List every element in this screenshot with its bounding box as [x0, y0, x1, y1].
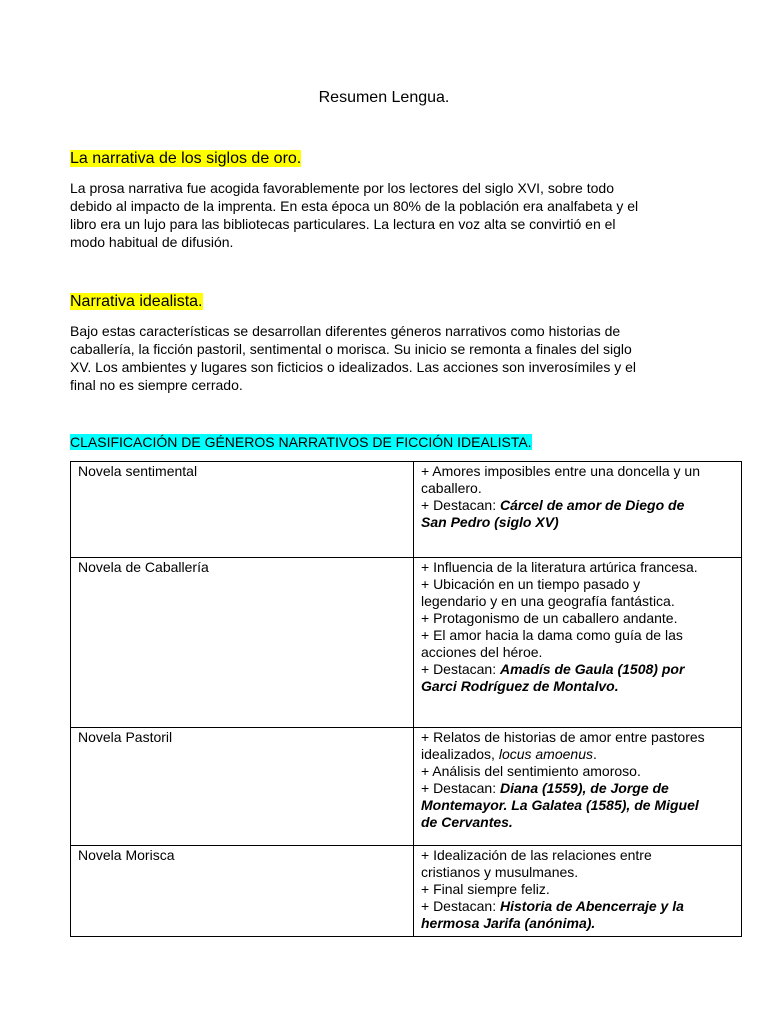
- document-title: Resumen Lengua.: [318, 89, 450, 106]
- featured-work: Historia de Abencerraje y la: [500, 898, 684, 914]
- highlighted-heading-text: Narrativa idealista.: [70, 293, 203, 310]
- paragraph-line: La prosa narrativa fue acogida favorablemente por los lectores del siglo XVI, sobre todo: [70, 180, 614, 196]
- genre-name-cell: Novela de Caballería: [71, 558, 414, 728]
- table-row: [71, 462, 742, 558]
- paragraph-line: XV. Los ambientes y lugares son ficticios o idealizados. Las acciones son inverosímiles y el: [70, 359, 636, 375]
- paragraph-line: caballería, la ficción pastoril, sentimental o morisca. Su inicio se remonta a finales del siglo: [70, 341, 632, 357]
- genre-description-cell: + Relatos de historias de amor entre pastores idealizados, locus amoenus. + Análisis del sentimiento amoroso. + Destacan: Diana (1559), de Jorge de Montemayor. La Galatea (1585), de Miguel de Cervantes.: [414, 728, 742, 846]
- highlighted-heading-text: La narrativa de los siglos de oro.: [70, 150, 302, 167]
- genre-description-cell: + Influencia de la literatura artúrica francesa. + Ubicación en un tiempo pasado y legendario y en una geografía fantástica. + Protagonismo de un caballero andante. + El amor hacia la dama como guía de las acciones del héroe. + Destacan: Amadís de Gaula (1508) por Garci Rodríguez de Montalvo.: [414, 558, 742, 728]
- table-row: [71, 846, 742, 937]
- genre-name-cell: Novela Pastoril: [71, 728, 414, 846]
- section-paragraph-narrativa-siglos-oro: [70, 179, 710, 251]
- section-paragraph-narrativa-idealista: [70, 322, 710, 394]
- paragraph-line: debido al impacto de la imprenta. En esta época un 80% de la población era analfabeta y el: [70, 198, 639, 214]
- featured-work: de Cervantes.: [421, 814, 513, 830]
- paragraph-line: libro era un lujo para las bibliotecas particulares. La lectura en voz alta se convirtió en el: [70, 216, 616, 232]
- paragraph-line: modo habitual de difusión.: [70, 234, 234, 250]
- paragraph-line: final no es siempre cerrado.: [70, 377, 243, 393]
- featured-work: Montemayor. La Galatea (1585), de Miguel: [421, 797, 699, 813]
- genre-name-cell: Novela sentimental: [71, 462, 414, 558]
- genre-description-cell: + Amores imposibles entre una doncella y un caballero. + Destacan: Cárcel de amor de Diego de San Pedro (siglo XV): [414, 462, 742, 558]
- table-row: [71, 558, 742, 728]
- featured-work: hermosa Jarifa (anónima).: [421, 915, 596, 931]
- featured-work: San Pedro (siglo XV): [421, 514, 559, 530]
- genres-table: [70, 461, 742, 937]
- featured-work: Garci Rodríguez de Montalvo.: [421, 678, 619, 694]
- featured-work: Diana (1559), de Jorge de: [500, 780, 669, 796]
- section-heading-narrativa-siglos-oro: [70, 149, 301, 169]
- featured-work: Cárcel de amor de Diego de: [500, 497, 685, 513]
- genre-name-cell: Novela Morisca: [71, 846, 414, 937]
- genre-description-cell: + Idealización de las relaciones entre cristianos y musulmanes. + Final siempre feliz. + Destacan: Historia de Abencerraje y la hermosa Jarifa (anónima).: [414, 846, 742, 937]
- table-row: [71, 728, 742, 846]
- highlighted-heading-text: CLASIFICACIÓN DE GÉNEROS NARRATIVOS DE FICCIÓN IDEALISTA.: [70, 434, 532, 450]
- paragraph-line: Bajo estas características se desarrollan diferentes géneros narrativos como historias de: [70, 323, 621, 339]
- section-heading-narrativa-idealista: [70, 292, 203, 312]
- classification-heading: [70, 432, 532, 453]
- featured-work: Amadís de Gaula (1508) por: [500, 661, 685, 677]
